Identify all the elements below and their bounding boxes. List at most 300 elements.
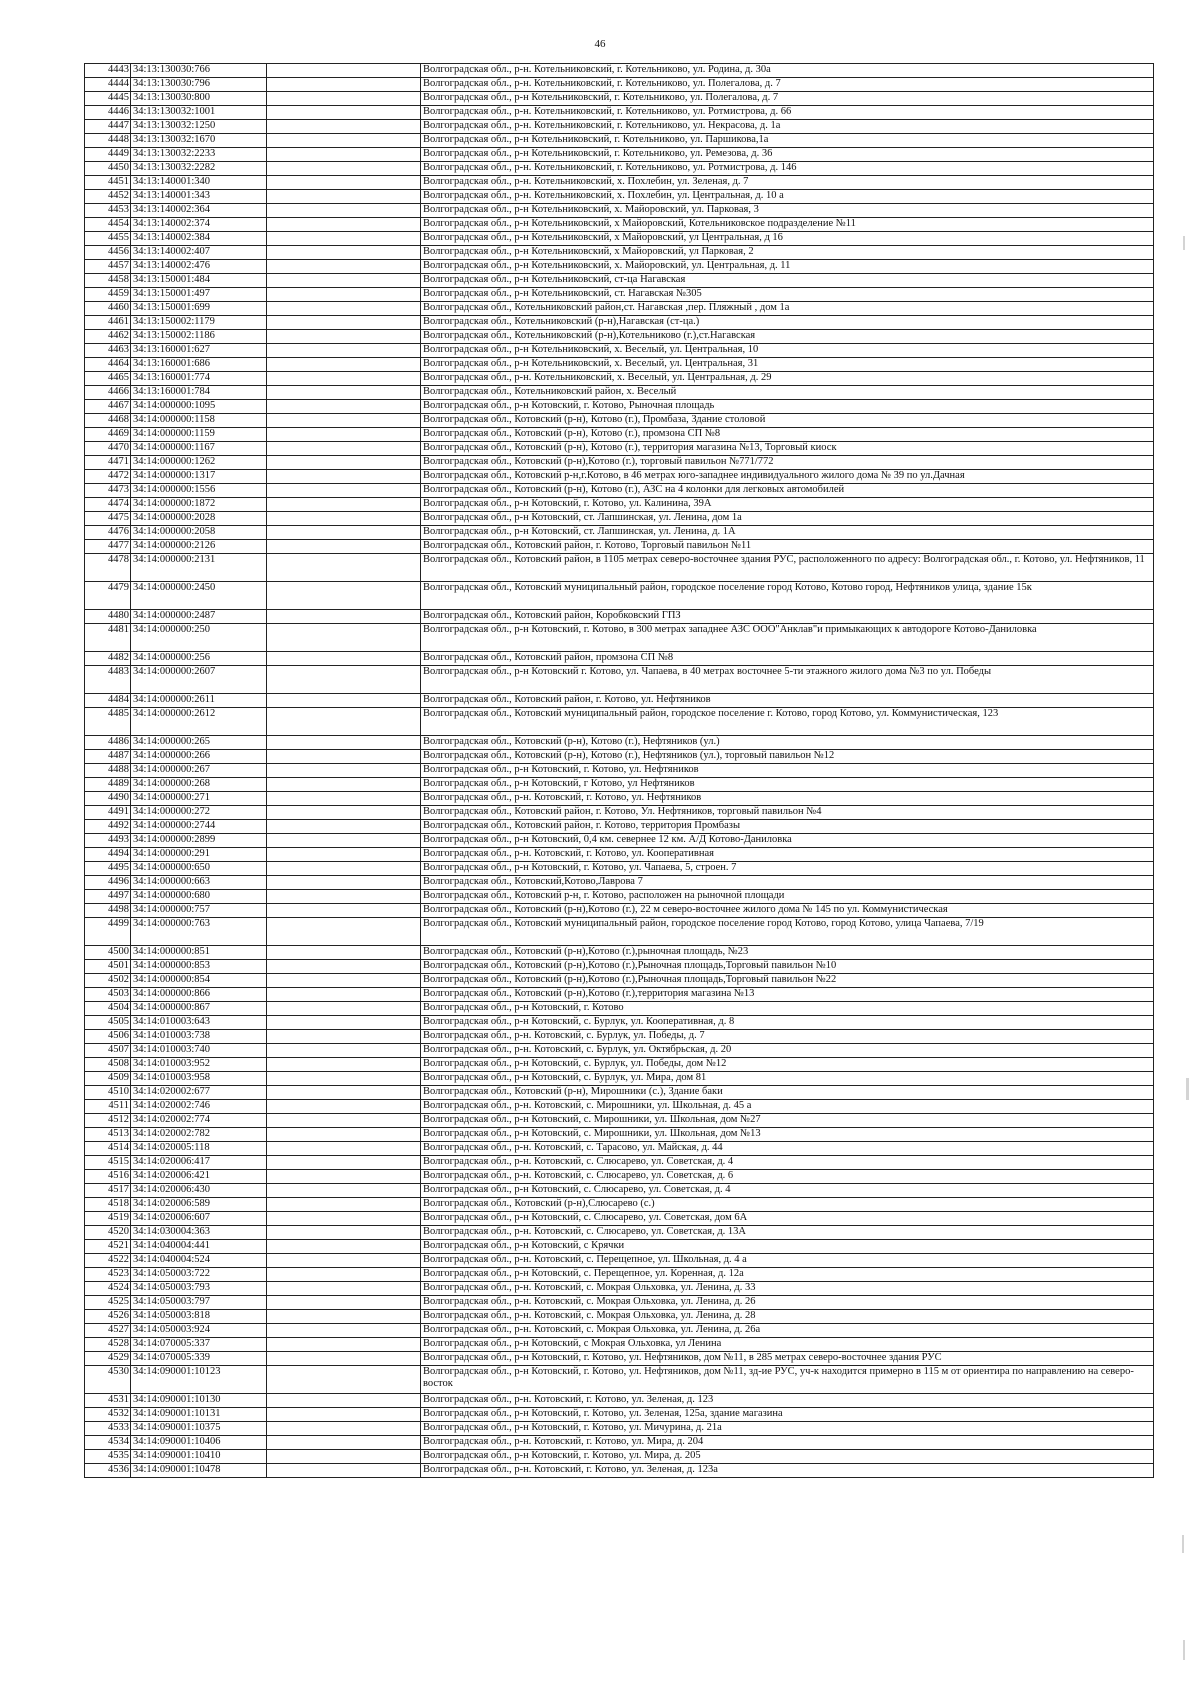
table-row [85,624,1154,652]
address: Волгоградская обл., Котовский район, в 1105 метрах северо-восточнее здания РУС, расположенного по адресу: Волгоградская обл., г. Котово, ул. Нефтяников, 11 [421,554,1154,582]
address: Волгоградская обл., р-н Котельниковский, х. Веселый, ул. Центральная, 31 [421,358,1154,372]
address: Волгоградская обл., Котовский район, г. Котово, территория Промбазы [421,820,1154,834]
cadastral-number: 34:14:000000:1167 [131,442,267,456]
address: Волгоградская обл., Котовский (р-н), Котово (г.), территория магазина №13, Торговый киоск [421,442,1154,456]
row-number: 4500 [85,946,131,960]
empty-cell [267,414,421,428]
cadastral-number: 34:14:000000:763 [131,918,267,946]
table-row [85,358,1154,372]
row-number: 4456 [85,246,131,260]
cadastral-number: 34:14:000000:256 [131,652,267,666]
address: Волгоградская обл., Котовский (р-н),Котово (г.),Рыночная площадь,Торговый павильон №22 [421,974,1154,988]
address: Волгоградская обл., р-н. Котельниковский, г. Котельниково, ул. Родина, д. 30а [421,64,1154,78]
empty-cell [267,540,421,554]
empty-cell [267,806,421,820]
table-row [85,694,1154,708]
address: Волгоградская обл., р-н Котельниковский, г. Котельниково, ул. Полегалова, д. 7 [421,92,1154,106]
empty-cell [267,1156,421,1170]
cadastral-number: 34:13:140002:364 [131,204,267,218]
address: Волгоградская обл., р-н Котельниковский, ст. Нагавская №305 [421,288,1154,302]
cadastral-number: 34:13:140002:407 [131,246,267,260]
row-number: 4484 [85,694,131,708]
address: Волгоградская обл., р-н. Котовский, г. Котово, ул. Зеленая, д. 123а [421,1464,1154,1478]
table-row [85,862,1154,876]
row-number: 4462 [85,330,131,344]
address: Волгоградская обл., р-н. Котельниковский, х. Похлебин, ул. Центральная, д. 10 а [421,190,1154,204]
empty-cell [267,232,421,246]
empty-cell [267,526,421,540]
table-row [85,582,1154,610]
cadastral-number: 34:14:000000:250 [131,624,267,652]
cadastral-number: 34:14:090001:10478 [131,1464,267,1478]
address: Волгоградская обл., р-н. Котовский, с. Слюсарево, ул. Советская, д. 4 [421,1156,1154,1170]
row-number: 4525 [85,1296,131,1310]
table-row [85,78,1154,92]
empty-cell [267,904,421,918]
cadastral-number: 34:13:140001:340 [131,176,267,190]
table-row [85,1268,1154,1282]
table-row [85,302,1154,316]
row-number: 4526 [85,1310,131,1324]
cadastral-number: 34:14:020005:118 [131,1142,267,1156]
cadastral-number: 34:14:010003:952 [131,1058,267,1072]
empty-cell [267,190,421,204]
cadastral-number: 34:14:050003:924 [131,1324,267,1338]
address: Волгоградская обл., Котельниковский (р-н),Нагавская (ст-ца.) [421,316,1154,330]
cadastral-number: 34:13:150001:484 [131,274,267,288]
cadastral-number: 34:14:020006:607 [131,1212,267,1226]
cadastral-number: 34:13:130030:800 [131,92,267,106]
address: Волгоградская обл., р-н. Котовский, с. Бурлук, ул. Победы, д. 7 [421,1030,1154,1044]
cadastral-number: 34:14:000000:866 [131,988,267,1002]
row-number: 4499 [85,918,131,946]
table-row [85,666,1154,694]
row-number: 4508 [85,1058,131,1072]
table-row [85,778,1154,792]
empty-cell [267,1114,421,1128]
row-number: 4521 [85,1240,131,1254]
row-number: 4450 [85,162,131,176]
empty-cell [267,428,421,442]
address: Волгоградская обл., Котовский (р-н),Котово (г.),рыночная площадь, №23 [421,946,1154,960]
table-row [85,288,1154,302]
empty-cell [267,148,421,162]
cadastral-number: 34:14:000000:2607 [131,666,267,694]
empty-cell [267,820,421,834]
table-row [85,106,1154,120]
row-number: 4468 [85,414,131,428]
row-number: 4475 [85,512,131,526]
empty-cell [267,918,421,946]
empty-cell [267,288,421,302]
row-number: 4476 [85,526,131,540]
table-row [85,1422,1154,1436]
empty-cell [267,708,421,736]
address: Волгоградская обл., р-н Котельниковский, х. Майоровский, ул. Центральная, д. 11 [421,260,1154,274]
address: Волгоградская обл., р-н Котельниковский, ст-ца Нагавская [421,274,1154,288]
address: Волгоградская обл., р-н Котовский, с. Слюсарево, ул. Советская, дом 6А [421,1212,1154,1226]
table-row [85,246,1154,260]
row-number: 4524 [85,1282,131,1296]
empty-cell [267,848,421,862]
registry-table-body [85,64,1154,1478]
empty-cell [267,1352,421,1366]
empty-cell [267,750,421,764]
cadastral-number: 34:14:020006:421 [131,1170,267,1184]
cadastral-number: 34:14:000000:1095 [131,400,267,414]
empty-cell [267,274,421,288]
empty-cell [267,1450,421,1464]
empty-cell [267,1282,421,1296]
row-number: 4503 [85,988,131,1002]
row-number: 4459 [85,288,131,302]
cadastral-number: 34:14:000000:272 [131,806,267,820]
row-number: 4478 [85,554,131,582]
address: Волгоградская обл., р-н. Котовский, г. Котово, ул. Нефтяников [421,792,1154,806]
row-number: 4534 [85,1436,131,1450]
empty-cell [267,246,421,260]
address: Волгоградская обл., р-н Котовский, г. Котово, ул. Нефтяников [421,764,1154,778]
empty-cell [267,1198,421,1212]
row-number: 4515 [85,1156,131,1170]
row-number: 4527 [85,1324,131,1338]
table-row [85,512,1154,526]
row-number: 4455 [85,232,131,246]
cadastral-number: 34:13:150001:699 [131,302,267,316]
address: Волгоградская обл., р-н Котовский, г. Котово, ул. Нефтяников, дом №11, в 285 метрах северо-восточнее здания РУС [421,1352,1154,1366]
table-row [85,456,1154,470]
address: Волгоградская обл., Котовский муниципальный район, городское поселение город Котово, Котово город, Нефтяников улица, здание 15к [421,582,1154,610]
address: Волгоградская обл., Котовский (р-н),Слюсарево (с.) [421,1198,1154,1212]
table-row [85,274,1154,288]
address: Волгоградская обл., р-н Котовский, г. Котово, ул. Зеленая, 125а, здание магазина [421,1408,1154,1422]
table-row [85,834,1154,848]
table-row [85,218,1154,232]
row-number: 4496 [85,876,131,890]
empty-cell [267,1212,421,1226]
address: Волгоградская обл., Котовский район, Коробковский ГПЗ [421,610,1154,624]
empty-cell [267,1464,421,1478]
row-number: 4517 [85,1184,131,1198]
cadastral-number: 34:14:020002:677 [131,1086,267,1100]
empty-cell [267,442,421,456]
table-row [85,400,1154,414]
cadastral-number: 34:13:140002:374 [131,218,267,232]
empty-cell [267,834,421,848]
row-number: 4535 [85,1450,131,1464]
table-row [85,792,1154,806]
address: Волгоградская обл., р-н Котовский, с. Мирошники, ул. Школьная, дом №27 [421,1114,1154,1128]
cadastral-number: 34:14:000000:757 [131,904,267,918]
empty-cell [267,302,421,316]
address: Волгоградская обл., р-н Котельниковский, г. Котельниково, ул. Паршикова,1а [421,134,1154,148]
empty-cell [267,1268,421,1282]
cadastral-number: 34:14:090001:10375 [131,1422,267,1436]
address: Волгоградская обл., Котельниковский (р-н),Котельниково (г.),ст.Нагавская [421,330,1154,344]
address: Волгоградская обл., Котовский,Котово,Лаврова 7 [421,876,1154,890]
table-row [85,708,1154,736]
address: Волгоградская обл., р-н Котельниковский, г. Котельниково, ул. Ремезова, д. 36 [421,148,1154,162]
cadastral-number: 34:13:130032:2282 [131,162,267,176]
address: Волгоградская обл., р-н Котовский, с. Бурлук, ул. Победы, дом №12 [421,1058,1154,1072]
empty-cell [267,106,421,120]
row-number: 4481 [85,624,131,652]
empty-cell [267,792,421,806]
table-row [85,428,1154,442]
address: Волгоградская обл., р-н. Котовский, г. Котово, ул. Мира, д. 204 [421,1436,1154,1450]
row-number: 4477 [85,540,131,554]
cadastral-number: 34:14:000000:663 [131,876,267,890]
empty-cell [267,204,421,218]
row-number: 4473 [85,484,131,498]
row-number: 4528 [85,1338,131,1352]
table-row [85,1212,1154,1226]
cadastral-number: 34:14:000000:851 [131,946,267,960]
address: Волгоградская обл., р-н Котовский, г. Котово [421,1002,1154,1016]
table-row [85,610,1154,624]
address: Волгоградская обл., р-н. Котельниковский, х. Веселый, ул. Центральная, д. 29 [421,372,1154,386]
table-row [85,330,1154,344]
table-row [85,1072,1154,1086]
cadastral-number: 34:14:000000:266 [131,750,267,764]
cadastral-number: 34:14:020006:417 [131,1156,267,1170]
empty-cell [267,64,421,78]
table-row [85,1184,1154,1198]
cadastral-number: 34:14:000000:2612 [131,708,267,736]
table-row [85,1240,1154,1254]
row-number: 4501 [85,960,131,974]
empty-cell [267,1394,421,1408]
table-row [85,1114,1154,1128]
cadastral-number: 34:13:160001:686 [131,358,267,372]
empty-cell [267,764,421,778]
row-number: 4474 [85,498,131,512]
table-row [85,414,1154,428]
empty-cell [267,652,421,666]
empty-cell [267,1324,421,1338]
address: Волгоградская обл., р-н. Котельниковский, г. Котельниково, ул. Ротмистрова, д. 66 [421,106,1154,120]
address: Волгоградская обл., р-н Котовский, с. Слюсарево, ул. Советская, д. 4 [421,1184,1154,1198]
cadastral-number: 34:13:130032:1001 [131,106,267,120]
cadastral-number: 34:14:000000:271 [131,792,267,806]
cadastral-number: 34:14:000000:1159 [131,428,267,442]
table-row [85,498,1154,512]
cadastral-number: 34:14:050003:818 [131,1310,267,1324]
cadastral-number: 34:13:150002:1186 [131,330,267,344]
table-row [85,176,1154,190]
row-number: 4491 [85,806,131,820]
empty-cell [267,1058,421,1072]
empty-cell [267,582,421,610]
empty-cell [267,1170,421,1184]
row-number: 4520 [85,1226,131,1240]
row-number: 4519 [85,1212,131,1226]
cadastral-number: 34:14:090001:10123 [131,1366,267,1394]
row-number: 4488 [85,764,131,778]
table-row [85,64,1154,78]
scan-artifact [1182,1535,1184,1553]
table-row [85,232,1154,246]
address: Волгоградская обл., р-н. Котовский, с. Перещепное, ул. Школьная, д. 4 а [421,1254,1154,1268]
cadastral-number: 34:14:040004:441 [131,1240,267,1254]
table-row [85,806,1154,820]
address: Волгоградская обл., Котовский р-н,г.Котово, в 46 метрах юго-западнее индивидуального жилого дома № 39 по ул.Дачная [421,470,1154,484]
cadastral-number: 34:14:020006:430 [131,1184,267,1198]
address: Волгоградская обл., р-н Котовский г. Котово, ул. Чапаева, в 40 метрах восточнее 5-ти этажного жилого дома №3 по ул. Победы [421,666,1154,694]
empty-cell [267,960,421,974]
cadastral-number: 34:14:000000:265 [131,736,267,750]
table-row [85,904,1154,918]
empty-cell [267,1226,421,1240]
cadastral-number: 34:14:000000:2899 [131,834,267,848]
cadastral-number: 34:14:000000:650 [131,862,267,876]
row-number: 4533 [85,1422,131,1436]
address: Волгоградская обл., р-н Котовский, г. Котово, ул. Калинина, 39А [421,498,1154,512]
empty-cell [267,1072,421,1086]
row-number: 4458 [85,274,131,288]
empty-cell [267,120,421,134]
row-number: 4480 [85,610,131,624]
row-number: 4514 [85,1142,131,1156]
address: Волгоградская обл., р-н Котовский, 0,4 км. севернее 12 км. А/Д Котово-Даниловка [421,834,1154,848]
empty-cell [267,624,421,652]
empty-cell [267,1142,421,1156]
empty-cell [267,946,421,960]
table-row [85,1030,1154,1044]
table-row [85,1016,1154,1030]
table-row [85,92,1154,106]
empty-cell [267,1422,421,1436]
cadastral-number: 34:14:000000:2611 [131,694,267,708]
cadastral-number: 34:13:140002:384 [131,232,267,246]
scan-artifact [1183,1640,1185,1660]
empty-cell [267,1016,421,1030]
row-number: 4457 [85,260,131,274]
address: Волгоградская обл., Котовский (р-н), Мирошники (с.), Здание баки [421,1086,1154,1100]
scan-artifact [1183,236,1185,250]
empty-cell [267,1240,421,1254]
table-row [85,1352,1154,1366]
empty-cell [267,1184,421,1198]
table-row [85,1464,1154,1478]
empty-cell [267,1436,421,1450]
row-number: 4486 [85,736,131,750]
address: Волгоградская обл., р-н. Котельниковский, г. Котельниково, ул. Ротмистрова, д. 146 [421,162,1154,176]
table-row [85,1282,1154,1296]
cadastral-number: 34:14:000000:1262 [131,456,267,470]
row-number: 4502 [85,974,131,988]
empty-cell [267,1086,421,1100]
table-row [85,1002,1154,1016]
address: Волгоградская обл., Котовский (р-н), Котово (г.), Нефтяников (ул.) [421,736,1154,750]
empty-cell [267,1128,421,1142]
empty-cell [267,554,421,582]
address: Волгоградская обл., р-н Котовский, с. Бурлук, ул. Мира, дом 81 [421,1072,1154,1086]
cadastral-number: 34:14:020006:589 [131,1198,267,1212]
cadastral-number: 34:13:150002:1179 [131,316,267,330]
address: Волгоградская обл., Котовский (р-н), Котово (г.), Промбаза, Здание столовой [421,414,1154,428]
address: Волгоградская обл., р-н Котовский, г. Котово, в 300 метрах западнее АЗС ООО"Анклав"и примыкающих к автодороге Котово-Даниловка [421,624,1154,652]
address: Волгоградская обл., Котовский район, промзона СП №8 [421,652,1154,666]
table-row [85,960,1154,974]
address: Волгоградская обл., р-н Котельниковский, х. Веселый, ул. Центральная, 10 [421,344,1154,358]
cadastral-number: 34:14:050003:793 [131,1282,267,1296]
empty-cell [267,1002,421,1016]
table-row [85,162,1154,176]
cadastral-number: 34:14:020002:774 [131,1114,267,1128]
address: Волгоградская обл., р-н. Котельниковский, г. Котельниково, ул. Полегалова, д. 7 [421,78,1154,92]
row-number: 4449 [85,148,131,162]
cadastral-number: 34:14:000000:268 [131,778,267,792]
cadastral-number: 34:14:000000:2028 [131,512,267,526]
table-row [85,1128,1154,1142]
row-number: 4531 [85,1394,131,1408]
empty-cell [267,1338,421,1352]
row-number: 4489 [85,778,131,792]
address: Волгоградская обл., р-н Котельниковский, х Майоровский, ул Парковая, 2 [421,246,1154,260]
row-number: 4479 [85,582,131,610]
row-number: 4483 [85,666,131,694]
table-row [85,372,1154,386]
address: Волгоградская обл., р-н Котовский, г Котово, ул Нефтяников [421,778,1154,792]
row-number: 4510 [85,1086,131,1100]
table-row [85,1226,1154,1240]
empty-cell [267,78,421,92]
cadastral-number: 34:14:000000:291 [131,848,267,862]
table-row [85,120,1154,134]
empty-cell [267,694,421,708]
page-number: 46 [594,38,606,50]
table-row [85,1408,1154,1422]
empty-cell [267,316,421,330]
cadastral-number: 34:14:000000:1556 [131,484,267,498]
address: Волгоградская обл., Котовский (р-н), Котово (г.), Нефтяников (ул.), торговый павильон №12 [421,750,1154,764]
row-number: 4497 [85,890,131,904]
empty-cell [267,218,421,232]
row-number: 4494 [85,848,131,862]
cadastral-number: 34:14:010003:958 [131,1072,267,1086]
table-row [85,470,1154,484]
cadastral-number: 34:14:000000:1158 [131,414,267,428]
table-row [85,764,1154,778]
address: Волгоградская обл., р-н Котовский, ст. Лапшинская, ул. Ленина, дом 1а [421,512,1154,526]
address: Волгоградская обл., р-н Котельниковский, х Майоровский, ул Центральная, д 16 [421,232,1154,246]
cadastral-number: 34:14:030004:363 [131,1226,267,1240]
empty-cell [267,512,421,526]
cadastral-number: 34:14:010003:643 [131,1016,267,1030]
row-number: 4495 [85,862,131,876]
empty-cell [267,372,421,386]
empty-cell [267,260,421,274]
table-row [85,1338,1154,1352]
table-row [85,1436,1154,1450]
address: Волгоградская обл., р-н. Котовский, с. Мирошники, ул. Школьная, д. 45 а [421,1100,1154,1114]
empty-cell [267,162,421,176]
cadastral-number: 34:13:130032:2233 [131,148,267,162]
table-row [85,386,1154,400]
row-number: 4516 [85,1170,131,1184]
address: Волгоградская обл., р-н. Котовский, г. Котово, ул. Кооперативная [421,848,1154,862]
address: Волгоградская обл., р-н Котовский, ст. Лапшинская, ул. Ленина, д. 1А [421,526,1154,540]
row-number: 4492 [85,820,131,834]
table-row [85,190,1154,204]
cadastral-number: 34:14:000000:1317 [131,470,267,484]
address: Волгоградская обл., р-н. Котельниковский, г. Котельниково, ул. Некрасова, д. 1а [421,120,1154,134]
row-number: 4444 [85,78,131,92]
empty-cell [267,610,421,624]
cadastral-number: 34:14:000000:2058 [131,526,267,540]
table-row [85,820,1154,834]
